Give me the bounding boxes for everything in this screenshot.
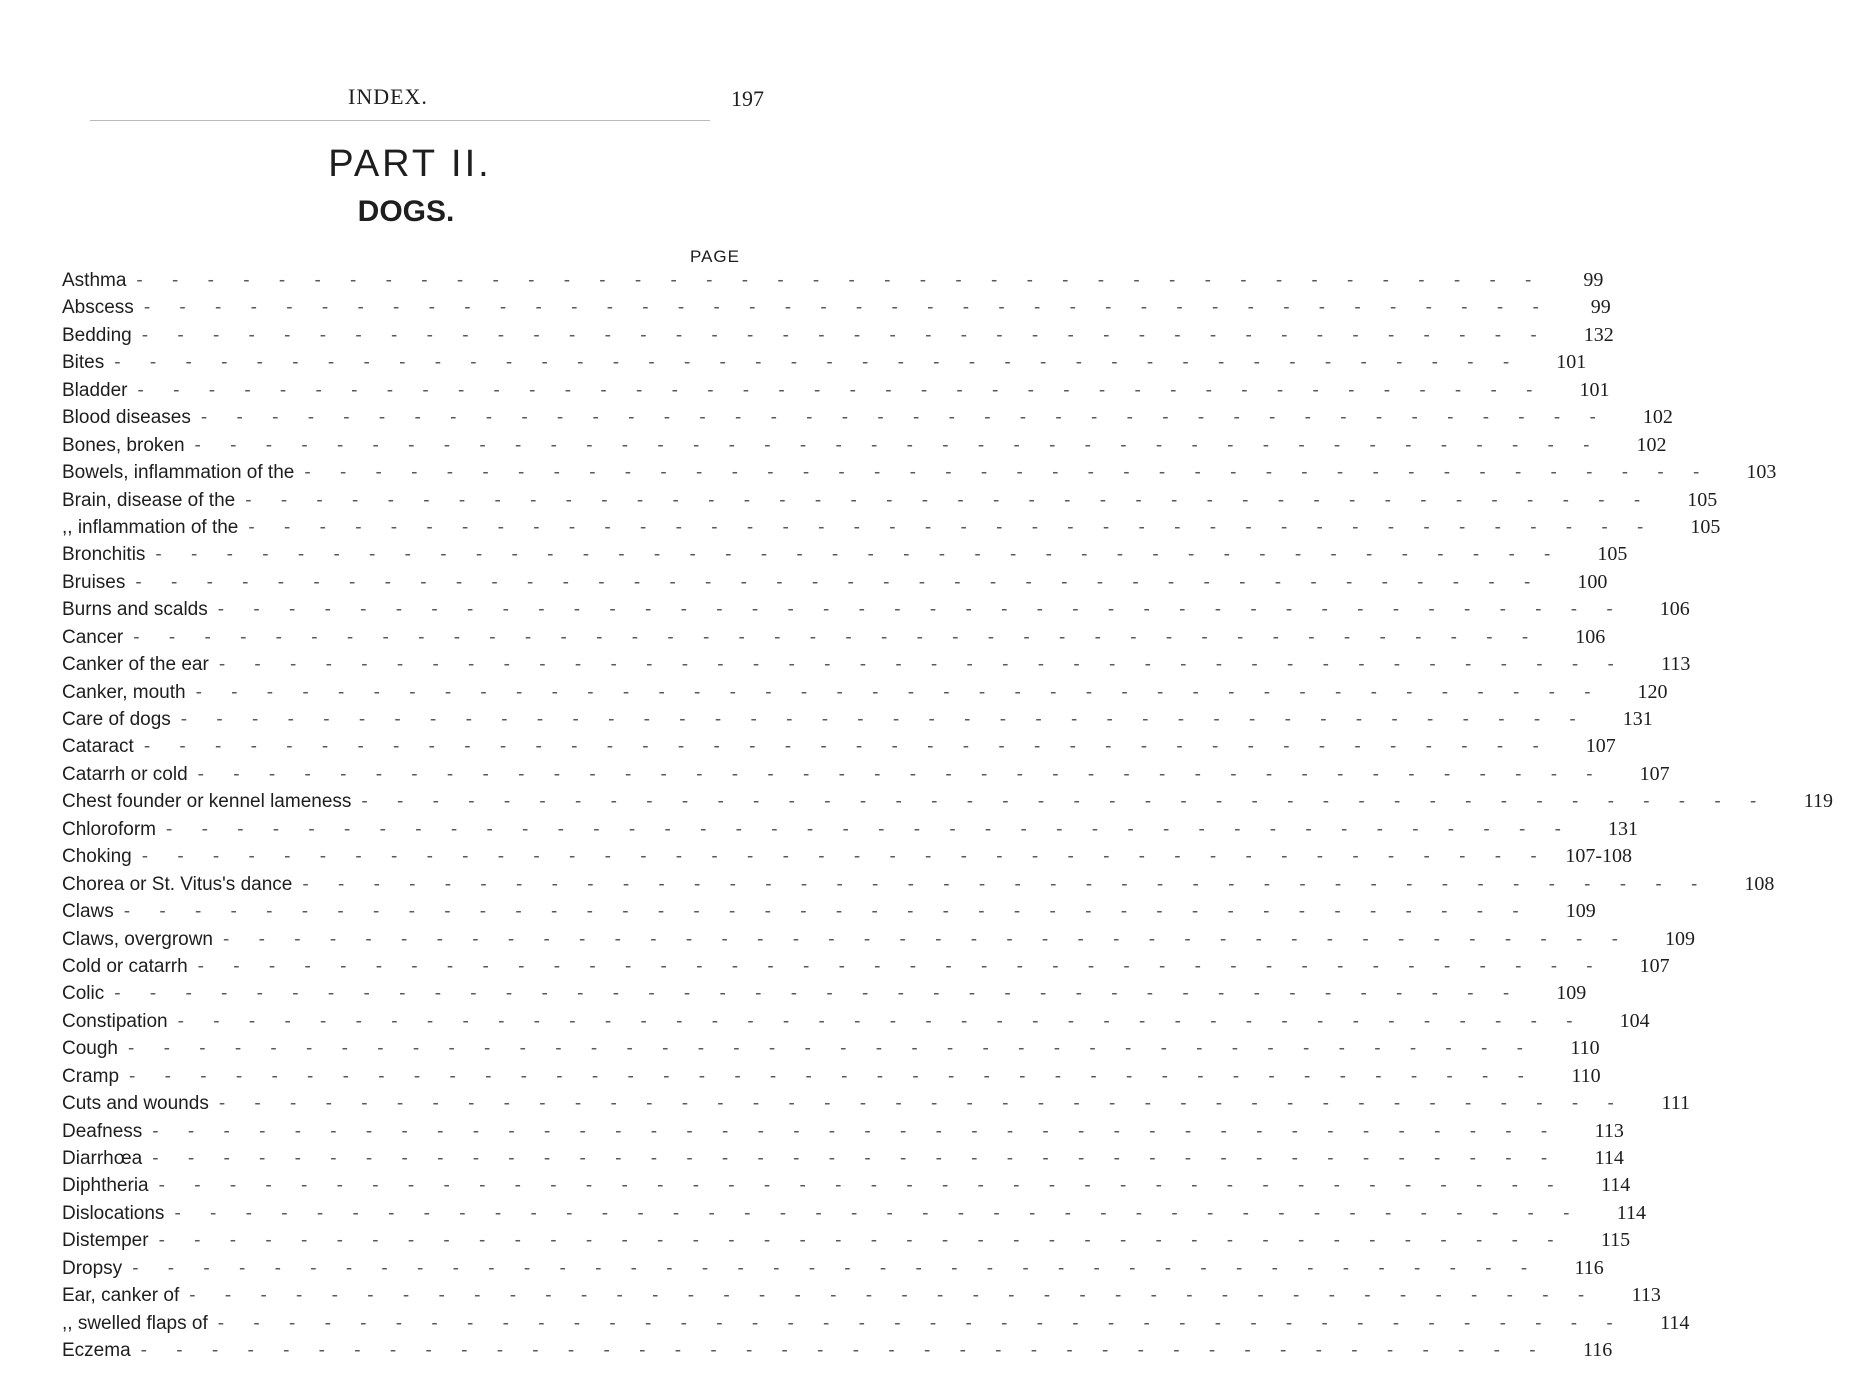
dot-leader: - - - - - - - - - - - - - - - - - - - - - - - - - - - - - - - - - - - - - - - - [217,599,1625,621]
index-entry-term: Chest founder or kennel lameness [62,791,352,813]
dot-leader: - - - - - - - - - - - - - - - - - - - - - - - - - - - - - - - - - - - - - - - - [165,818,1573,840]
index-entry-page: 115 [1600,1229,1631,1252]
dot-leader: - - - - - - - - - - - - - - - - - - - - - - - - - - - - - - - - - - - - - - - - [129,1065,1536,1087]
index-entry-page: 109 [1565,900,1596,923]
dot-leader: - - - - - - - - - - - - - - - - - - - - - - - - - - - - - - - - - - - - - - - - [143,736,1551,758]
index-entry [62,1063,1601,1090]
dot-leader: - - - - - - - - - - - - - - - - - - - - - - - - - - - - - - - - - - - - - - - - [158,1175,1566,1197]
index-entry-page: 113 [1661,653,1691,676]
index-entry [62,294,1611,321]
index-entry-page: 116 [1574,1256,1604,1279]
dot-leader: - - - - - - - - - - - - - - - - - - - - - - - - - - - - - - - - - - - - - - - - [141,324,1549,346]
index-entry-page: 100 [1577,570,1608,593]
index-entry-term: Canker, mouth [62,681,186,703]
dot-leader: - - - - - - - - - - - - - - - - - - - - - - - - - - - - - - - - - - - - - - - - [218,654,1626,676]
index-entry [62,651,1691,678]
index-entry [62,267,1604,294]
index-entry-page: 105 [1690,515,1721,538]
dot-leader: - - - - - - - - - - - - - - - - - - - - - - - - - - - - - - - - - - - - - - - - [132,1257,1540,1279]
index-entry-page: 103 [1746,461,1777,484]
dot-leader: - - - - - - - - - - - - - - - - - - - - - - - - - - - - - - - - - - - - - - - - [114,352,1522,374]
index-entry [62,898,1596,925]
index-entry [62,733,1616,760]
index-entry [62,624,1606,651]
dot-leader: - - - - - - - - - - - - - - - - - - - - - - - - - - - - - - - - - - - - - - - - [218,1093,1626,1115]
index-entry-term: Asthma [62,270,127,291]
index-entry-page: 106 [1575,625,1606,648]
index-entry [62,1282,1661,1309]
index-entry-term: Cramp [62,1065,120,1087]
dot-leader: - - - - - - - - - - - - - - - - - - - - - - - - - - - - - - - - - - - - - - - - [135,571,1543,593]
index-entry [62,706,1653,733]
index-entry [62,1145,1624,1172]
index-entry-page: 109 [1556,982,1587,1005]
index-entry-term: Dislocations [62,1202,165,1224]
dot-leader: - - - - - - - - - - - - - - - - - - - - - - - - - - - - - - - - - - - - - - - - [158,1230,1566,1252]
index-entry-term: Cuts and wounds [62,1093,209,1115]
index-entry [62,596,1690,623]
index-entry-page: 107 [1639,762,1670,785]
index-entry-term: Cough [62,1038,118,1060]
index-entry [62,788,1833,815]
dot-leader: - - - - - - - - - - - - - - - - - - - - - - - - - - - - - - - - - - - - - - - - [189,1285,1597,1307]
dot-leader: - - - - - - - - - - - - - - - - - - - - - - - - - - - - - - - - - - - - - - - - [245,489,1653,511]
index-entry-term: Colic [62,983,105,1005]
index-entry-page: 132 [1583,323,1614,346]
index-entry [62,953,1670,980]
index-entry-term: Brain, disease of the [62,489,236,511]
index-entry-term: Bedding [62,324,132,346]
index-entry [62,1172,1631,1199]
dot-leader: - - - - - - - - - - - - - - - - - - - - - - - - - - - - - - - - - - - - - - - - [223,928,1630,950]
index-entry [62,1337,1613,1364]
dot-leader: - - - - - - - - - - - - - - - - - - - - - - - - - - - - - - - - - - - - - - - - [248,516,1656,538]
index-entry-page: 99 [1583,269,1604,291]
index-entry-term: Deafness [62,1120,143,1142]
section-title: DOGS. [357,195,455,228]
page-number: 197 [731,86,764,111]
dot-leader: - - - - - - - - - - - - - - - - - - - - - - - - - - - - - - - - - - - - - - - - [195,681,1603,703]
dot-leader: - - - - - - - - - - - - - - - - - - - - - - - - - - - - - - - - - - - - - - - - [141,846,1549,868]
index-entry [62,569,1608,596]
index-entry-term: ,, swelled flaps of [62,1312,208,1334]
index-entry [62,487,1718,514]
index-entry [62,514,1721,541]
running-head [0,84,800,114]
dot-leader: - - - - - - - - - - - - - - - - - - - - - - - - - - - - - - - - - - - - - - - - [174,1202,1582,1224]
index-list [62,267,1833,1365]
index-entry-page: 104 [1619,1009,1650,1032]
index-entry-term: Bronchitis [62,544,146,566]
index-entry [62,377,1610,404]
dot-leader: - - - - - - - - - - - - - - - - - - - - - - - - - - - - - - - - - - - - - - - - [133,626,1541,648]
index-entry [62,926,1695,953]
index-entry-page: 101 [1579,378,1610,401]
index-entry-term: Dropsy [62,1257,123,1279]
index-entry [62,541,1628,568]
dot-leader: - - - - - - - - - - - - - - - - - - - - - - - - - - - - - - - - - - - - - - - - [152,1120,1560,1142]
index-entry-page: 116 [1582,1339,1613,1362]
index-entry-term: Cold or catarrh [62,955,188,977]
index-entry [62,1255,1604,1282]
index-entry [62,432,1667,459]
index-entry [62,1310,1690,1337]
index-entry-page: 107-108 [1565,845,1633,868]
index-entry-term: Claws [62,901,114,923]
dot-leader: - - - - - - - - - - - - - - - - - - - - - - - - - - - - - - - - - - - - - - - - [114,983,1522,1005]
index-entry-page: 110 [1570,1037,1600,1060]
dot-leader: - - - - - - - - - - - - - - - - - - - - - - - - - - - - - - - - - - - - - - - - [197,955,1605,977]
dot-leader: - - - - - - - - - - - - - - - - - - - - - - - - - - - - - - - - - - - - - - - - [140,1340,1548,1362]
index-entry-term: Eczema [62,1340,131,1362]
index-entry [62,761,1670,788]
dot-leader: - - - - - - - - - - - - - - - - - - - - - - - - - - - - - - - - - - - - - - - - [361,791,1769,813]
index-entry-term: ,, inflammation of the [62,516,239,538]
index-entry-term: Bites [62,352,105,374]
dot-leader: - - - - - - - - - - - - - - - - - - - - - - - - - - - - - - - - - - - - - - - - [200,407,1608,429]
index-entry-page: 131 [1607,817,1638,840]
index-entry-page: 108 [1744,872,1775,895]
part-title: PART II. [328,143,492,185]
index-entry [62,679,1668,706]
index-entry-term: Bones, broken [62,434,185,456]
dot-leader: - - - - - - - - - - - - - - - - - - - - - - - - - - - - - - - - - - - - - - - - [128,1038,1535,1060]
dot-leader: - - - - - - - - - - - - - - - - - - - - - - - - - - - - - - - - - - - - - - - - [304,462,1712,484]
index-entry [62,1118,1624,1145]
dot-leader: - - - - - - - - - - - - - - - - - - - - - - - - - - - - - - - - - - - - - - - - [137,379,1545,401]
index-entry-term: Diarrhœa [62,1148,143,1169]
index-entry-page: 110 [1571,1064,1601,1087]
index-entry-term: Cancer [62,626,124,648]
index-entry [62,1008,1650,1035]
index-entry [62,1035,1600,1062]
dot-leader: - - - - - - - - - - - - - - - - - - - - - - - - - - - - - - - - - - - - - - - - [194,434,1602,456]
index-entry-term: Catarrh or cold [62,763,188,785]
index-entry-term: Chorea or St. Vitus's dance [62,873,293,895]
dot-leader: - - - - - - - - - - - - - - - - - - - - - - - - - - - - - - - - - - - - - - - - [302,873,1710,895]
index-entry [62,816,1638,843]
index-entry-page: 111 [1661,1092,1691,1115]
index-entry-term: Bowels, inflammation of the [62,462,295,484]
dot-leader: - - - - - - - - - - - - - - - - - - - - - - - - - - - - - - - - - - - - - - - - [217,1312,1625,1334]
index-entry-page: 114 [1600,1174,1631,1197]
dot-leader: - - - - - - - - - - - - - - - - - - - - - - - - - - - - - - - - - - - - - - - - [152,1148,1560,1169]
index-entry-page: 102 [1636,433,1667,456]
index-entry-page: 114 [1594,1147,1624,1169]
index-entry-page: 106 [1659,598,1690,621]
index-entry [62,349,1587,376]
index-entry-page: 114 [1616,1201,1647,1224]
index-entry-page: 114 [1660,1311,1690,1334]
index-entry-term: Blood diseases [62,407,191,429]
index-entry-page: 109 [1664,927,1695,950]
index-entry-page: 107 [1639,954,1670,977]
index-entry-term: Claws, overgrown [62,928,213,950]
index-entry [62,871,1775,898]
index-entry-page: 105 [1597,543,1628,566]
index-entry-page: 102 [1642,406,1673,429]
index-entry-term: Canker of the ear [62,654,209,676]
index-entry-term: Bladder [62,379,128,401]
index-entry-term: Burns and scalds [62,599,208,621]
index-entry-term: Distemper [62,1230,149,1252]
index-entry-term: Bruises [62,571,126,593]
index-entry-page: 113 [1594,1119,1624,1142]
index-entry-page: 101 [1556,351,1587,374]
index-entry-term: Chloroform [62,818,156,840]
index-entry-term: Ear, canker of [62,1285,180,1307]
index-entry-page: 107 [1585,735,1616,758]
page-column-label: PAGE [690,247,740,266]
index-entry-term: Care of dogs [62,709,171,730]
index-entry-page: 119 [1803,790,1833,813]
index-entry [62,404,1673,431]
dot-leader: - - - - - - - - - - - - - - - - - - - - - - - - - - - - - - - - - - - - - - - - [155,544,1563,566]
index-entry-page: 113 [1631,1284,1661,1307]
index-entry [62,980,1587,1007]
index-entry-term: Abscess [62,297,134,319]
index-entry-term: Choking [62,846,132,868]
index-entry [62,1200,1647,1227]
index-entry-page: 120 [1637,680,1668,703]
dot-leader: - - - - - - - - - - - - - - - - - - - - - - - - - - - - - - - - - - - - - - - - [197,763,1605,785]
dot-leader: - - - - - - - - - - - - - - - - - - - - - - - - - - - - - - - - - - - - - - - - [143,297,1551,319]
index-entry-term: Constipation [62,1010,168,1032]
index-entry-term: Cataract [62,736,134,758]
running-title: INDEX. [348,84,428,109]
index-entry-page: 131 [1622,708,1653,730]
dot-leader: - - - - - - - - - - - - - - - - - - - - - - - - - - - - - - - - - - - - - - - - [136,270,1544,291]
index-entry-page: 99 [1590,296,1611,319]
dot-leader: - - - - - - - - - - - - - - - - - - - - - - - - - - - - - - - - - - - - - - - - [180,709,1588,730]
index-entry [62,322,1614,349]
dot-leader: - - - - - - - - - - - - - - - - - - - - - - - - - - - - - - - - - - - - - - - - [123,901,1531,923]
index-entry [62,459,1777,486]
index-entry-page: 105 [1687,488,1718,511]
index-entry [62,1227,1631,1254]
dot-leader: - - - - - - - - - - - - - - - - - - - - - - - - - - - - - - - - - - - - - - - - [177,1010,1585,1032]
header-rule [90,120,710,121]
index-entry [62,1090,1691,1117]
index-entry [62,843,1633,870]
index-entry-term: Diphtheria [62,1175,149,1197]
